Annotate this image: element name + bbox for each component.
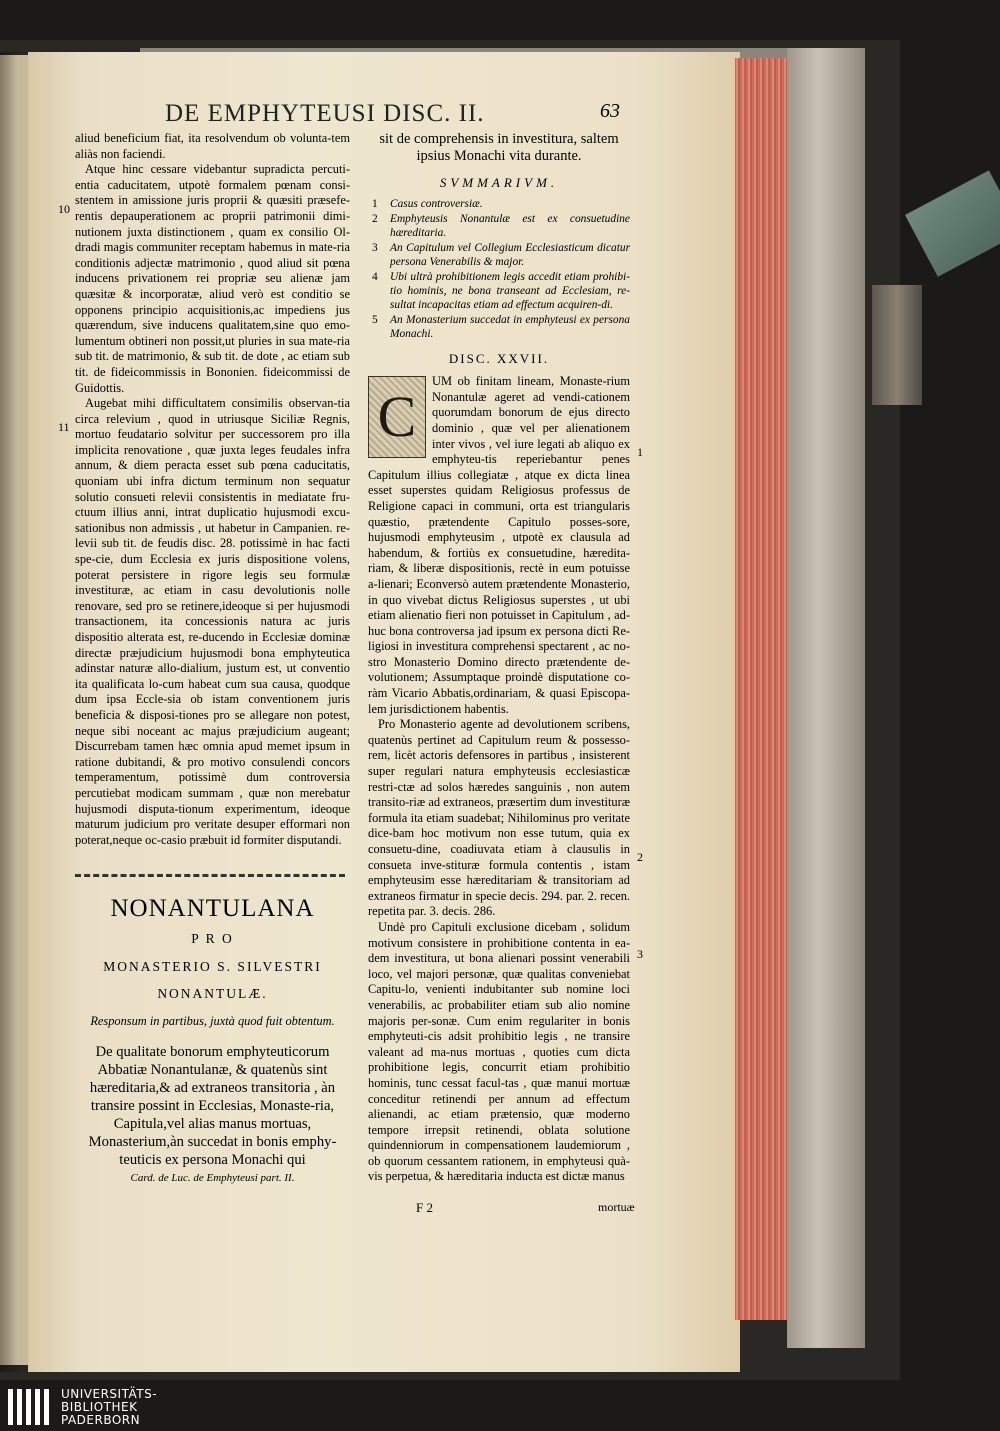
summary-list bbox=[372, 197, 630, 341]
gutter-shadow bbox=[0, 52, 30, 1372]
margin-number-10: 10 bbox=[58, 202, 70, 216]
logo-line: UNIVERSITÄTS- bbox=[61, 1386, 158, 1401]
author-signature: Card. de Luc. de Emphyteusi part. II. bbox=[130, 1171, 295, 1184]
summary-item: 5 An Monasterium succedat in emphyteusi ex persona Monachi. bbox=[372, 313, 630, 340]
right-column bbox=[368, 131, 630, 1185]
library-logo-icon bbox=[8, 1389, 49, 1425]
margin-number-11: 11 bbox=[58, 420, 70, 434]
decorated-initial: C bbox=[368, 376, 426, 458]
disc-heading: DISC. XXVII. bbox=[448, 350, 550, 366]
dashed-divider bbox=[75, 874, 345, 877]
place-name: NONANTULÆ. bbox=[157, 986, 268, 1002]
paragraph: UM ob finitam lineam, Monaste-rium Nonantulæ ageret ad vendi-cationem quorumdam bonorum de ejus directo dominio , quæ vel per alienationem inter vivos , vel iure legati ab aliquo ex emphyteu-tis reperiebantur penes Capitulum illius collegiatæ , atque ex dicta linea esset superstes quidam Religiosus professus de Religione capaci in communi, orta est triangularis quæstio, prætendente Capitulo posses-sore, hujusmodi emphyteusim , utpotè ex clausula ad habendum, & fortiùs ex consuetudine, hæredita-riam, & liberæ dispositionis, rectè in eum potuisse a-lienari; Econversò autem prætendente Monasterio, in quo vivebat dictus Religiosus superstes , ut ubi etiam alienatio fieri non potuisset in Capitulum , ad-huc bona controversa jad ipsum ex persona dicti Re-ligiosi in investitura comprehensi spectarent , ac no-stro Monasterio Domino directo prætendente de-volutionem; Assumptaque proindè disputatione co-ràm Vicario Abbatis,ordinariam, & quasi Episcopa-lem jurisdictionem habentis. bbox=[368, 374, 630, 716]
paragraph: Augebat mihi difficultatem consimilis observan-tia circa relevium , quod in utriusque Siciliæ Regnis, mortuo feudatario solvitur per successorem pro illa implicita renovatione , quæ juxta leges feudales infra annum, & diem peracta esset sub pœna caducitatis, quoniam ubi infra dictum terminum non sequatur solutio consueti relevii consistentis in mediatate fru-ctuum illius anni, intrat duplicatio hujusmodi excu-sationibus non admissis , ut habetur in Campanien. re-levii sub tit. de feudis disc. 28. potissimè in hac facti spe-cie, dum Ecclesia ex juris dispositione volens, poterat persistere in rigore legis seu formulæ investituræ, ac etiam in casu devolutionis nolle renovare, sed pro se retinere,ideoque si per hujusmodi transactionem, ita concessionis natura ac juris dispositio alterata est, re-ducendo in Ecclesiæ dominæ directæ præjudicium hujusmodi bona emphyteutica adinstar naturæ allo-dialium, justum est, ut conventio ita qualificata lo-cum habeat cum sua causa, quodque dum ipsa Eccle-sia ob istam conventionem juris beneficia & disposi-tiones pro se allegare non potest, neque sibi noceant ac majus præjudicium augeant; Discurrebam tamen hæc omnia apud memet ipsum in ratione dubitandi, & pro motivo consulendi concors temperamentum, potissimè dum controversia percutiebat modicam summam , quæ non merebatur hujusmodi disputa-tionum experimentum, ideoque maturum judicium pro veritate desuper efformari non poterat,neque oc-casio præbuit id formiter disputandi. bbox=[75, 396, 350, 847]
page-number: 63 bbox=[600, 100, 620, 122]
paragraph: Pro Monasterio agente ad devolutionem scribens, quatenùs pertinet ad Capitulum reum & possesso-rem, licèt actoris defensores in partibus , insisterent super regulari natura emphyteusis ecclesiasticæ restri-ctæ ad solos hæredes sanguinis , non autem transito-riæ ad extraneos, præsertim dum investituræ formula ita etiam suadebat; Nihilominus pro veritate dice-bam hoc motivum non esse tutum, quia ex consuetu-dine, coadiuvata etiam à clausulis in consueta inve-stituræ formula contentis , istam emphyteusim esse hæreditariam & transitoriam ad extraneos firmatur in specie decis. 294. par. 2. recen. repetita par. 3. decis. 286. bbox=[368, 717, 630, 919]
summary-item: 1 Casus controversiæ. bbox=[372, 197, 483, 210]
summary-item: 2 Emphyteusis Nonantulæ est ex consuetudine hæreditaria. bbox=[372, 212, 630, 239]
logo-line: PADERBORN bbox=[61, 1412, 141, 1427]
paragraph: aliud beneficium fiat, ita resolvendum ob volunta-tem aliàs non faciendi. bbox=[75, 131, 350, 161]
running-head: DE EMPHYTEUSI DISC. II. bbox=[165, 100, 485, 127]
clasp-base bbox=[872, 285, 922, 405]
left-column bbox=[75, 131, 350, 1186]
pro-label: P R O bbox=[191, 930, 234, 946]
paragraph: Atque hinc cessare videbantur supradicta percuti-entia caducitatem, utpotè formalem pœnam consi-stentem in amissione juris proprii & quæsiti præsefe-rentis depauperationem ac proprii patrimonii dimi-nutionem juxta distinctionem , quam ex consilio Ol-dradi magis communiter receptam habemus in mate-ria conditionis adjectæ matrimonio , quod aliud sit pœna inducens privationem rei propriæ seu alienæ jam quæsitæ & incorporatæ, aliud verò est conditio se opponens principio acquisitionis,ac impediens jus quærendum, sive inducens qualitatem,sine quo emo-lumentum obtineri non possit,ut pluries in sua mate-ria sub tit. de matrimonio, & sub tit. de dote , ac etiam sub tit. de fideicommissis in Bononien. fideicommissi de Guidottis. bbox=[75, 162, 350, 395]
margin-number-3: 3 bbox=[637, 947, 643, 961]
book-cover bbox=[787, 48, 865, 1348]
intro-text: sit de comprehensis in investitura, saltem ipsius Monachi vita durante. bbox=[379, 131, 619, 164]
library-logo bbox=[0, 1383, 300, 1431]
paragraph: Undè pro Capituli exclusione dicebam , solidum motivum consistere in prohibitione contenta in ea-dem investitura, ut bona alienari possint venerabili loco, vel majori personæ, quæ qualitas conveniebat Capitu-lo, venienti indubitanter sub nomine loci venerabilis, ac probabiliter etiam sub alio nomine majoris per-sonæ. Cum enim regulariter in bonis emphyteuti-cis adsit prohibitio legis , ne transire valeant ad ma-nus mortuas , quoties cum dicta prohibitione legis, concurrit etiam prohibitio hominis, tunc cessat facul-tas , quæ manui mortuæ conceditur retinendi per annum ad effectum alienandi, ac etiam prætensio, quæ moderno tempore irrepsit retinendi, oblata solutione quindenniorum in compensationem laudemiorum , ob quorum cessantem rationem, in emphyteusi quà-vis perpetua, & hæreditaria inducta est dictæ manus bbox=[368, 919, 630, 1184]
margin-number-2: 2 bbox=[637, 850, 643, 864]
metal-clasp bbox=[905, 170, 1000, 276]
monastery-name: MONASTERIO S. SILVESTRI bbox=[103, 958, 322, 974]
case-summary: De qualitate bonorum emphyteuticorum Abbatiæ Nonantulanæ, & quatenùs sint hæreditaria,& ad extraneos transitoria , àn transire possint in Ecclesias, Monaste-ria, Capitula,vel alias manus mortuas, Monasterium,àn succedat in bonis emphy-teuticis ex persona Monachi qui bbox=[88, 1043, 337, 1168]
margin-number-1: 1 bbox=[637, 445, 643, 459]
response-note: Responsum in partibus, juxtà quod fuit obtentum. bbox=[90, 1013, 335, 1028]
catchword: mortuæ bbox=[598, 1200, 635, 1214]
summary-item: 3 An Capitulum vel Collegium Ecclesiasticum dicatur persona Venerabilis & major. bbox=[372, 241, 630, 268]
red-fore-edge bbox=[735, 58, 787, 1320]
summary-title: SVMMARIVM. bbox=[439, 175, 559, 190]
summary-item: 4 Ubi ultrà prohibitionem legis accedit etiam prohibi-tio hominis, ne bona transeant ad Ecclesiam, re-sultat incapacitas etiam ad effectum acquiren-di. bbox=[372, 270, 630, 311]
logo-line: BIBLIOTHEK bbox=[61, 1399, 138, 1414]
case-title: NONANTULANA bbox=[110, 895, 315, 923]
signature-mark: F 2 bbox=[416, 1200, 433, 1215]
